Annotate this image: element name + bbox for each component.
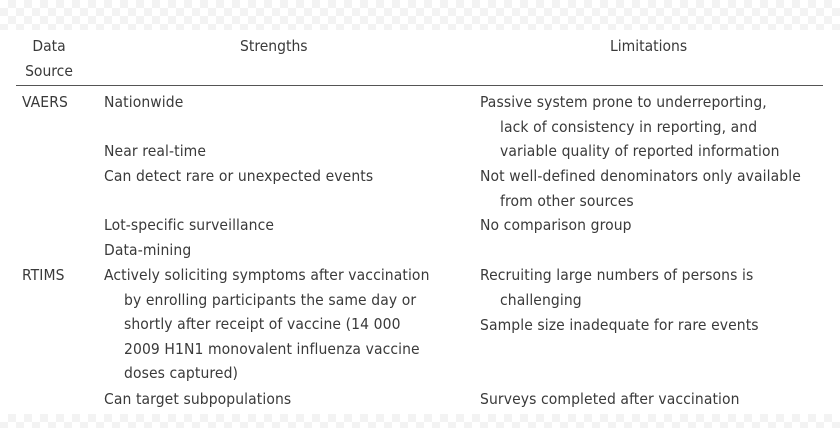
limitation-line: Surveys completed after vaccination	[480, 390, 740, 408]
limitation-line: variable quality of reported information	[500, 142, 780, 161]
checker-background-top	[0, 0, 840, 30]
header-data-source	[23, 34, 75, 83]
checker-background-bottom	[0, 414, 840, 428]
limitation-line: challenging	[500, 290, 582, 309]
vaers-limitation-passive-system	[480, 90, 780, 164]
limitation-line: No comparison group	[480, 216, 632, 234]
header-strengths: Strengths	[240, 37, 308, 55]
rtims-strength-subpopulations	[104, 387, 291, 412]
rtims-limitation-surveys	[480, 387, 740, 412]
strength-line: doses captured)	[124, 364, 239, 383]
strength-line: Data-mining	[104, 241, 192, 259]
vaers-strength-rare-events	[104, 164, 373, 189]
source-rtims: RTIMS	[22, 266, 65, 284]
vaers-strength-data-mining	[104, 238, 191, 263]
strength-line: 2009 H1N1 monovalent influenza vaccine	[124, 339, 420, 358]
header-source-label: Source	[25, 61, 73, 80]
rtims-limitation-sample-size	[480, 313, 759, 338]
strength-line: Actively soliciting symptoms after vaccination	[104, 266, 430, 284]
source-vaers: VAERS	[22, 93, 68, 111]
vaers-strength-lot-specific	[104, 213, 274, 238]
strength-line: Lot-specific surveillance	[104, 216, 275, 234]
strength-line: Can detect rare or unexpected events	[104, 167, 374, 185]
header-data-label: Data	[32, 37, 66, 55]
strength-line: shortly after receipt of vaccine (14 000	[124, 315, 401, 334]
rtims-strength-active-soliciting	[104, 263, 430, 386]
vaers-strength-near-real-time	[104, 139, 206, 164]
vaers-limitation-comparison-group	[480, 213, 632, 238]
limitation-line: Recruiting large numbers of persons is	[480, 266, 754, 284]
limitation-line: lack of consistency in reporting, and	[500, 117, 758, 136]
vaers-limitation-denominators	[480, 164, 801, 213]
rtims-limitation-recruiting	[480, 263, 753, 312]
strength-line: Nationwide	[104, 93, 184, 111]
strength-line: by enrolling participants the same day or	[124, 290, 417, 309]
limitation-line: Passive system prone to underreporting,	[480, 93, 767, 111]
vaers-strength-nationwide	[104, 90, 183, 115]
limitation-line: from other sources	[500, 191, 634, 210]
strength-line: Can target subpopulations	[104, 390, 292, 408]
limitation-line: Not well-defined denominators only available	[480, 167, 801, 185]
strength-line: Near real-time	[104, 142, 207, 160]
header-rule	[16, 85, 823, 86]
header-limitations: Limitations	[610, 37, 688, 55]
limitation-line: Sample size inadequate for rare events	[480, 316, 759, 334]
